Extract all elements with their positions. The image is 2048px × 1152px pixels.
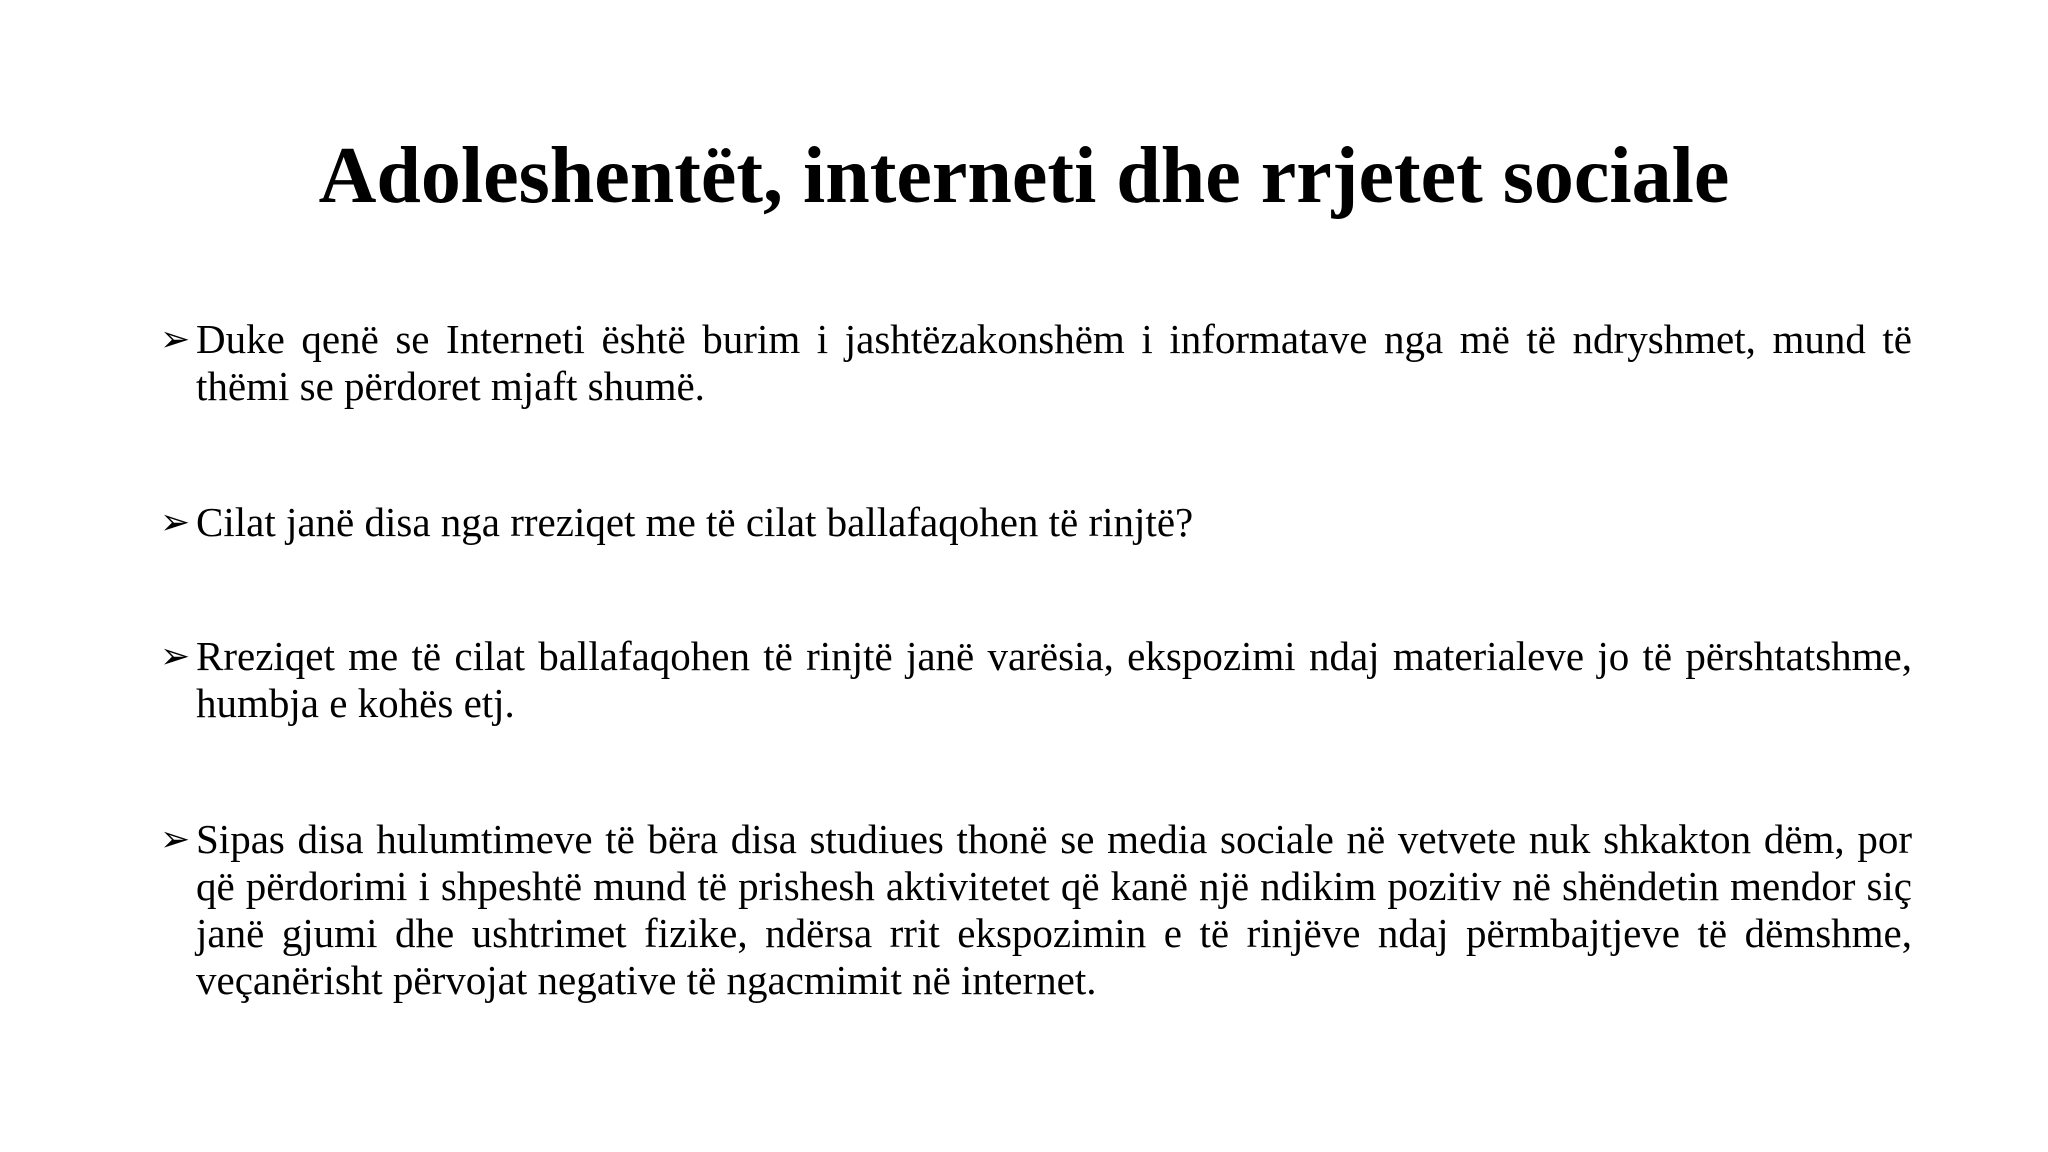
bullet-text: Rreziqet me të cilat ballafaqohen të rinjtë janë varësia, ekspozimi ndaj materialeve jo të përshtatshme, humbja e kohës etj. xyxy=(196,633,1912,726)
bullet-item xyxy=(160,499,1912,546)
bullet-text: Duke qenë se Interneti është burim i jashtëzakonshëm i informatave nga më të ndryshmet, mund të thëmi se përdoret mjaft shumë. xyxy=(196,316,1912,409)
bullet-text: Cilat janë disa nga rreziqet me të cilat ballafaqohen të rinjtë? xyxy=(196,499,1194,545)
slide-title: Adoleshentët, interneti dhe rrjetet sociale xyxy=(318,132,1730,220)
bullet-item xyxy=(160,633,1912,727)
bullet-item xyxy=(160,316,1912,410)
arrow-bullet-icon: ➢ xyxy=(160,502,191,542)
arrow-bullet-icon: ➢ xyxy=(160,636,191,676)
arrow-bullet-icon: ➢ xyxy=(160,319,191,359)
arrow-bullet-icon: ➢ xyxy=(160,819,191,859)
bullet-text: Sipas disa hulumtimeve të bëra disa studiues thonë se media sociale në vetvete nuk shkakton dëm, por që përdorimi i shpeshtë mund të prishesh aktivitetet që kanë një ndikim pozitiv në shëndetin mendor siç janë gjumi dhe ushtrimet fizike, ndërsa rrit ekspozimin e të rinjëve ndaj përmbajtjeve të dëmshme, veçanërisht përvojat negative të ngacmimit në internet. xyxy=(196,816,1912,1003)
bullet-item xyxy=(160,816,1912,1004)
